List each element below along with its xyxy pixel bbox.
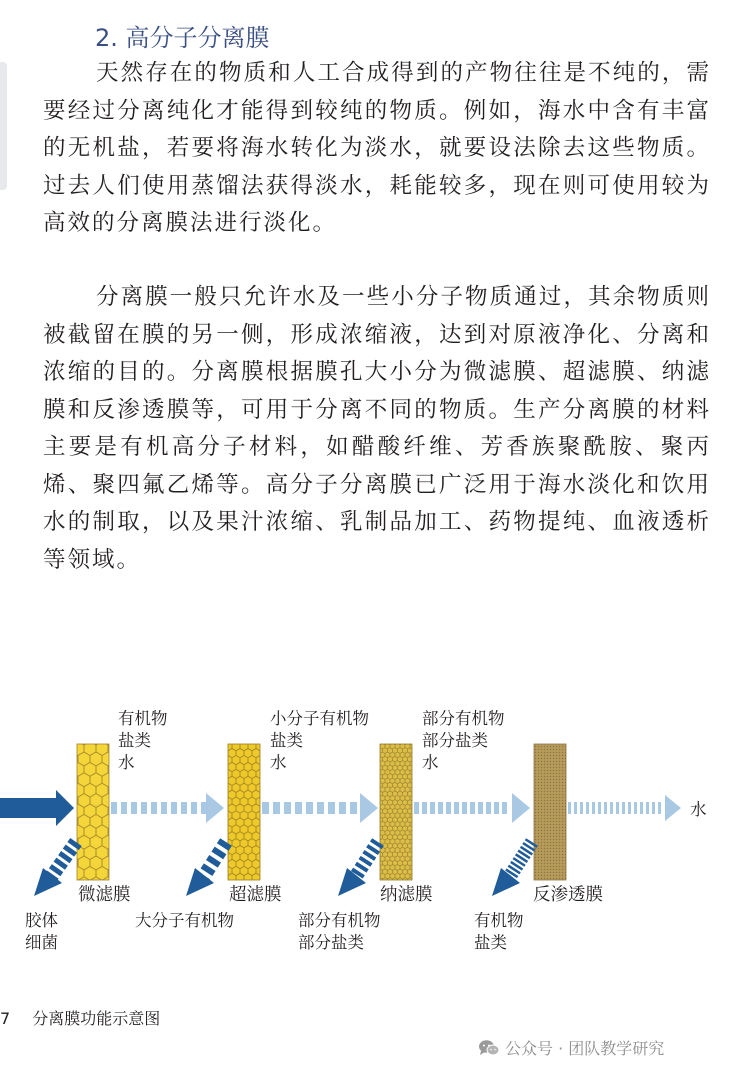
reverse-osmosis-membrane (534, 744, 566, 880)
watermark-text: 公众号 · 团队教学研究 (505, 1039, 665, 1058)
paragraph-2: 分离膜一般只允许水及一些小分子物质通过，其余物质则被截留在膜的另一侧，形成浓缩液，达到对原液净化、分离和浓缩的目的。分离膜根据膜孔大小分为微滤膜、超滤膜、纳滤膜和反渗透膜等，可用于分离不同的物质。生产分离膜的材料主要是有机高分子材料，如醋酸纤维、芳香族聚酰胺、聚丙烯、聚四氟乙烯等。高分子分离膜已广泛用于海水淡化和饮用水的制取，以及果汁浓缩、乳制品加工、药物提纯、血液透析等领域。 (43, 284, 711, 573)
permeate-arrow-4 (568, 795, 681, 821)
membrane-name-3: 纳滤膜 (380, 885, 433, 905)
figure-number: 7 (0, 1009, 11, 1028)
retained-label-2: 大分子有机物 (135, 911, 234, 930)
page-edge-tab (0, 62, 7, 190)
passes-label-3: 部分有机物 部分盐类 水 (422, 709, 505, 772)
permeate-arrow-3 (414, 793, 530, 823)
membrane-name-2: 超滤膜 (229, 885, 282, 905)
membrane-name-4: 反渗透膜 (533, 885, 603, 905)
output-water-label: 水 (690, 800, 707, 819)
permeate-arrow-2 (262, 793, 378, 823)
feed-arrow (0, 790, 74, 826)
permeate-arrow-1 (111, 793, 224, 823)
membrane-name-1: 微滤膜 (78, 885, 131, 905)
figure-caption-text: 分离膜功能示意图 (32, 1009, 161, 1028)
retained-label-3: 部分有机物 部分盐类 (298, 911, 381, 952)
microfiltration-membrane (77, 744, 109, 880)
retentate-arrow-3 (338, 842, 378, 896)
section-heading: 2. 高分子分离膜 (95, 24, 270, 52)
wechat-icon (478, 1039, 500, 1061)
retained-label-1: 胶体 细菌 (25, 911, 58, 952)
retentate-arrow-1 (34, 842, 76, 896)
watermark (478, 1036, 664, 1061)
nanofiltration-membrane (380, 744, 412, 880)
paragraph-1: 天然存在的物质和人工合成得到的产物往往是不纯的，需要经过分离纯化才能得到较纯的物质。例如，海水中含有丰富的无机盐，若要将海水转化为淡水，就要设法除去这些物质。过去人们使用蒸馏法获得淡水，耗能较多，现在则可使用较为高效的分离膜法进行淡化。 (43, 60, 711, 236)
passes-label-2: 小分子有机物 盐类 水 (270, 709, 369, 772)
passes-label-1: 有机物 盐类 水 (118, 709, 168, 772)
membrane-diagram (0, 700, 742, 970)
figure-caption (0, 1006, 160, 1029)
ultrafiltration-membrane (228, 744, 260, 880)
retentate-arrow-4 (492, 842, 532, 896)
retained-label-4: 有机物 盐类 (474, 911, 524, 952)
retentate-arrow-2 (186, 842, 226, 896)
